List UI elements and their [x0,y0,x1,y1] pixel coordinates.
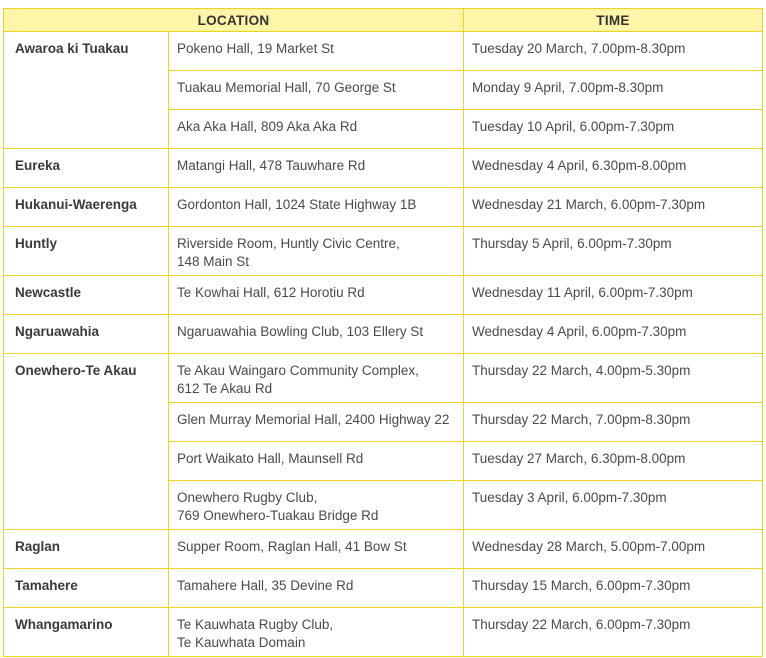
table-row [4,569,763,608]
location-cell [169,32,464,71]
location-line: Tamahere Hall, 35 Devine Rd [177,578,354,593]
location-line: Supper Room, Raglan Hall, 41 Bow St [177,539,407,554]
location-line: Te Kauwhata Domain [177,635,306,650]
location-line: Glen Murray Memorial Hall, 2400 Highway 22 [177,412,450,427]
area-name-cell: Raglan [4,530,169,569]
time-cell: Monday 9 April, 7.00pm-8.30pm [464,71,763,110]
area-name-cell: Whangamarino [4,608,169,657]
time-cell: Tuesday 27 March, 6.30pm-8.00pm [464,442,763,481]
time-cell: Wednesday 21 March, 6.00pm-7.30pm [464,188,763,227]
location-cell [169,354,464,403]
time-cell: Thursday 5 April, 6.00pm-7.30pm [464,227,763,276]
time-cell: Wednesday 4 April, 6.00pm-7.30pm [464,315,763,354]
location-cell [169,71,464,110]
location-line: 769 Onewhero-Tuakau Bridge Rd [177,508,379,523]
time-header: TIME [464,9,763,32]
table-row [4,227,763,276]
time-cell: Thursday 15 March, 6.00pm-7.30pm [464,569,763,608]
area-name-cell: Newcastle [4,276,169,315]
location-cell [169,110,464,149]
table-row [4,530,763,569]
location-line: Riverside Room, Huntly Civic Centre, [177,236,400,251]
time-cell: Tuesday 20 March, 7.00pm-8.30pm [464,32,763,71]
location-cell [169,188,464,227]
area-name-cell: Eureka [4,149,169,188]
location-cell [169,530,464,569]
time-cell: Wednesday 4 April, 6.30pm-8.00pm [464,149,763,188]
location-header: LOCATION [4,9,464,32]
table-row [4,608,763,657]
time-cell: Thursday 22 March, 6.00pm-7.30pm [464,608,763,657]
area-name-cell: Onewhero-Te Akau [4,354,169,530]
time-cell: Thursday 22 March, 7.00pm-8.30pm [464,403,763,442]
location-line: Ngaruawahia Bowling Club, 103 Ellery St [177,324,424,339]
location-cell [169,315,464,354]
table-header [4,9,763,32]
header-row [4,9,763,32]
location-cell [169,608,464,657]
table-row [4,188,763,227]
location-cell [169,403,464,442]
area-name-cell: Ngaruawahia [4,315,169,354]
table-row [4,354,763,403]
time-cell: Tuesday 3 April, 6.00pm-7.30pm [464,481,763,530]
location-line: Te Kauwhata Rugby Club, [177,617,334,632]
time-cell: Wednesday 11 April, 6.00pm-7.30pm [464,276,763,315]
location-line: Pokeno Hall, 19 Market St [177,41,334,56]
area-name-cell: Hukanui-Waerenga [4,188,169,227]
table-body [4,32,763,657]
location-line: Tuakau Memorial Hall, 70 George St [177,80,396,95]
time-cell: Thursday 22 March, 4.00pm-5.30pm [464,354,763,403]
meetings-table [3,8,763,657]
location-line: 148 Main St [177,254,250,269]
location-cell [169,149,464,188]
area-name-cell: Tamahere [4,569,169,608]
location-line: Matangi Hall, 478 Tauwhare Rd [177,158,366,173]
location-line: Port Waikato Hall, Maunsell Rd [177,451,364,466]
location-cell [169,569,464,608]
time-cell: Tuesday 10 April, 6.00pm-7.30pm [464,110,763,149]
location-line: 612 Te Akau Rd [177,381,273,396]
location-line: Te Akau Waingaro Community Complex, [177,363,419,378]
location-line: Onewhero Rugby Club, [177,490,318,505]
area-name-cell: Huntly [4,227,169,276]
table-row [4,149,763,188]
area-name-cell: Awaroa ki Tuakau [4,32,169,149]
location-line: Te Kowhai Hall, 612 Horotiu Rd [177,285,365,300]
location-cell [169,442,464,481]
table-row [4,276,763,315]
table-row [4,315,763,354]
location-line: Aka Aka Hall, 809 Aka Aka Rd [177,119,358,134]
time-cell: Wednesday 28 March, 5.00pm-7.00pm [464,530,763,569]
location-cell [169,481,464,530]
location-cell [169,276,464,315]
location-line: Gordonton Hall, 1024 State Highway 1B [177,197,417,212]
location-cell [169,227,464,276]
table-row [4,32,763,71]
